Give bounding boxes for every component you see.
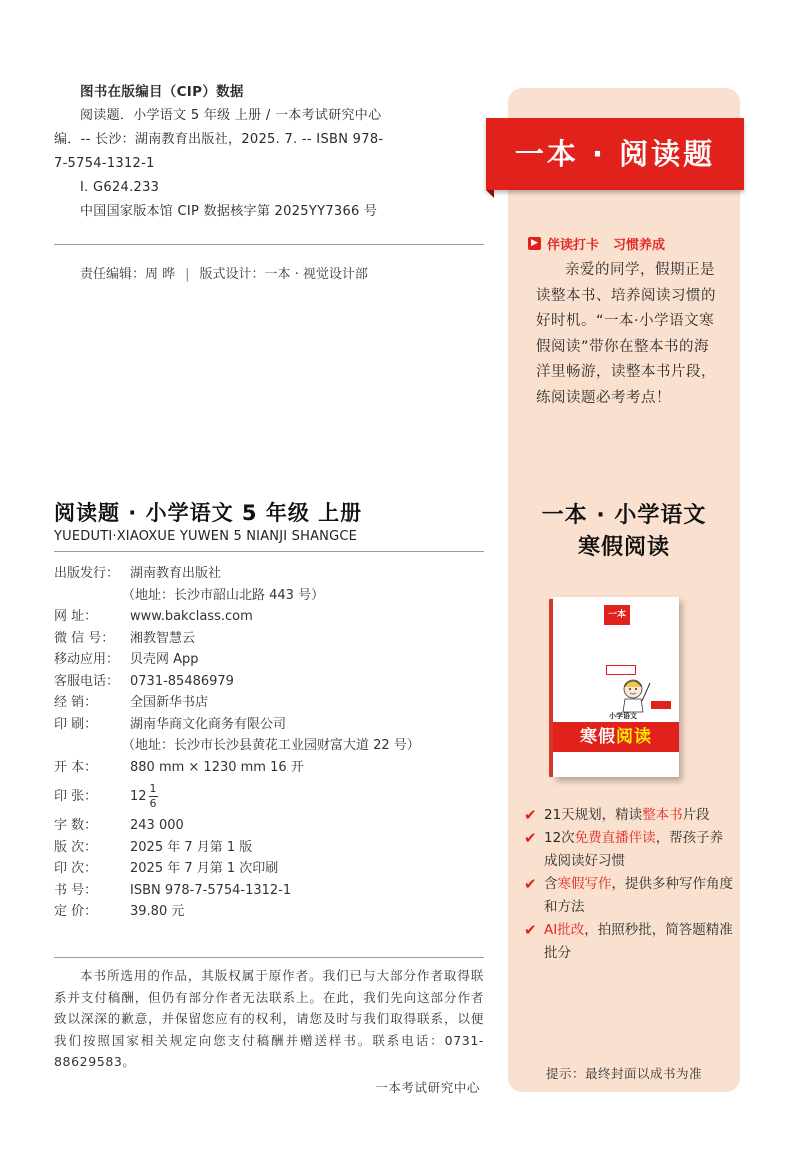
info-row-website <box>54 606 484 628</box>
fraction-numerator: 1 <box>149 782 157 795</box>
cover-title-a: 寒假 <box>580 727 616 747</box>
promo-banner <box>486 118 744 190</box>
info-value: 39.80 元 <box>130 904 185 919</box>
info-row-app <box>54 649 484 671</box>
banner-title: 一本 · 阅读题 <box>514 137 716 171</box>
cover-subject: 小学语文 <box>609 712 637 720</box>
info-label: 定 价： <box>54 904 98 919</box>
divider <box>54 244 484 245</box>
cip-block <box>54 80 484 224</box>
promo-title <box>508 500 740 564</box>
cip-line-5: 中国国家版本馆 CIP 数据核字第 2025YY7366 号 <box>80 204 378 219</box>
info-label: 书 号： <box>54 882 98 898</box>
feature-text: ，拍照秒批，简答题精准批分 <box>544 922 733 961</box>
check-icon: ✔ <box>524 875 537 893</box>
info-label: 微 信 号： <box>54 630 115 646</box>
feature-item <box>524 827 736 873</box>
info-value: 湖南教育出版社 <box>130 566 222 581</box>
book-pinyin: YUEDUTI·XIAOXUE YUWEN 5 NIANJI SHANGCE <box>54 529 358 544</box>
divider <box>54 551 484 552</box>
divider <box>54 957 484 958</box>
info-label: 经 销： <box>54 695 98 710</box>
book-cover-image <box>553 597 679 777</box>
info-label: 字 数： <box>54 818 98 833</box>
info-value: 2025 年 7 月第 1 次印刷 <box>130 861 279 876</box>
cover-title <box>553 722 679 752</box>
cartoon-child-icon <box>613 675 653 713</box>
info-row-words <box>54 815 484 837</box>
cip-line-4: Ⅰ. G624.233 <box>80 180 160 195</box>
credit-separator: | <box>185 267 190 282</box>
feature-text: ，帮孩子养成阅读好习惯 <box>544 830 724 869</box>
info-row-sheets <box>54 778 484 815</box>
feature-text: 片段 <box>682 807 710 823</box>
check-icon: ✔ <box>524 921 537 939</box>
tag-part-1: 伴读打卡 <box>547 238 600 253</box>
cover-stamp <box>606 665 636 675</box>
promo-title-line-2: 寒假阅读 <box>577 535 670 560</box>
sheets-fraction <box>149 783 158 810</box>
feature-highlight: 免费直播伴读 <box>574 830 656 846</box>
info-row-edition <box>54 837 484 859</box>
info-label: 印 次： <box>54 861 98 876</box>
copyright-notice: 本书所选用的作品，其版权属于原作者。我们已与大部分作者取得联系并支付稿酬，但仍有部分作者无法联系上。在此，我们先向这部分作者致以深深的歉意，并保留您应有的权利，请您及时与我们取得联系，以便我们按照国家相关规定向您支付稿酬并赠送样书。联系电话：0731-88629583。 <box>54 968 484 1069</box>
cover-badge <box>651 701 671 709</box>
cover-logo: 一本 <box>604 605 630 625</box>
info-value: 243 000 <box>130 818 184 833</box>
info-label: 移动应用： <box>54 652 120 667</box>
check-icon: ✔ <box>524 829 537 847</box>
feature-highlight: 整本书 <box>642 807 683 823</box>
cip-line-1: 阅读题．小学语文 5 年级 上册 / 一本考试研究中心 <box>80 108 382 123</box>
info-row-publisher-address: （地址：长沙市韶山北路 443 号） <box>122 587 325 603</box>
info-row-wechat <box>54 628 484 650</box>
editor-credit: 责任编辑：周 晔 <box>80 267 176 282</box>
info-row-printing <box>54 858 484 880</box>
info-row-isbn <box>54 880 484 902</box>
editors-line <box>80 263 368 282</box>
check-icon: ✔ <box>524 806 537 824</box>
promo-tag <box>528 234 665 253</box>
info-value: 贝壳网 App <box>130 652 199 667</box>
info-row-price <box>54 901 484 923</box>
feature-highlight: 寒假写作 <box>557 876 612 892</box>
info-row-distributor <box>54 692 484 714</box>
promo-intro: 亲爱的同学，假期正是读整本书、培养阅读习惯的好时机。“一本·小学语文寒假阅读”带你在整本书的海洋里畅游，读整本书片段，练阅读题必考考点！ <box>536 262 716 406</box>
feature-list <box>524 804 736 965</box>
website-link: www.bakclass.com <box>130 609 253 624</box>
info-label: 客服电话： <box>54 673 120 689</box>
play-icon: ▶ <box>528 237 541 250</box>
cip-line-2: 编．-- 长沙：湖南教育出版社，2025. 7. -- ISBN 978- <box>54 132 384 147</box>
info-value: ISBN 978-7-5754-1312-1 <box>130 882 292 898</box>
feature-highlight: AI批改 <box>544 922 585 938</box>
info-label: 印 张： <box>54 789 98 804</box>
info-value: 湘教智慧云 <box>130 630 196 646</box>
info-row-service <box>54 671 484 693</box>
info-label: 版 次： <box>54 839 98 855</box>
banner-fold <box>486 190 494 198</box>
info-value: 0731-85486979 <box>130 673 234 689</box>
info-label: 出版发行： <box>54 566 120 581</box>
feature-text: 12次 <box>544 830 575 846</box>
cover-tip: 提示：最终封面以成书为准 <box>545 1066 702 1081</box>
feature-item <box>524 919 736 965</box>
info-value: 全国新华书店 <box>130 695 209 710</box>
promo-title-line-1: 一本 · 小学语文 <box>541 503 707 528</box>
feature-text: ，提供多种写作角度和方法 <box>544 876 733 915</box>
tag-part-2: 习惯养成 <box>613 238 666 253</box>
cip-title: 图书在版编目（CIP）数据 <box>80 84 244 100</box>
info-row-printer-address: （地址：长沙市长沙县黄花工业园财富大道 22 号） <box>122 738 420 753</box>
signature: 一本考试研究中心 <box>375 1080 480 1095</box>
info-row-publisher <box>54 563 484 585</box>
cip-line-3: 7-5754-1312-1 <box>54 156 155 171</box>
info-label: 开 本： <box>54 759 98 775</box>
feature-item <box>524 873 736 919</box>
cover-title-band <box>553 722 679 752</box>
info-value: 湖南华商文化商务有限公司 <box>130 716 287 732</box>
info-row-format <box>54 757 484 779</box>
info-value: 880 mm × 1230 mm 16 开 <box>130 759 304 775</box>
info-label: 网 址： <box>54 609 98 624</box>
feature-text: 含 <box>544 876 558 892</box>
feature-text: 21天规划，精读 <box>544 807 643 823</box>
book-title: 阅读题 · 小学语文 5 年级 上册 <box>54 501 363 525</box>
designer-credit: 版式设计：一本 · 视觉设计部 <box>199 267 368 282</box>
feature-item <box>524 804 736 827</box>
info-value: 2025 年 7 月第 1 版 <box>130 839 253 855</box>
info-label: 印 刷： <box>54 716 98 732</box>
sheets-whole: 12 <box>130 789 147 804</box>
info-row-printer <box>54 714 484 736</box>
publication-info <box>54 563 484 923</box>
cover-title-b: 阅读 <box>616 727 652 747</box>
fraction-denominator: 6 <box>149 797 157 810</box>
